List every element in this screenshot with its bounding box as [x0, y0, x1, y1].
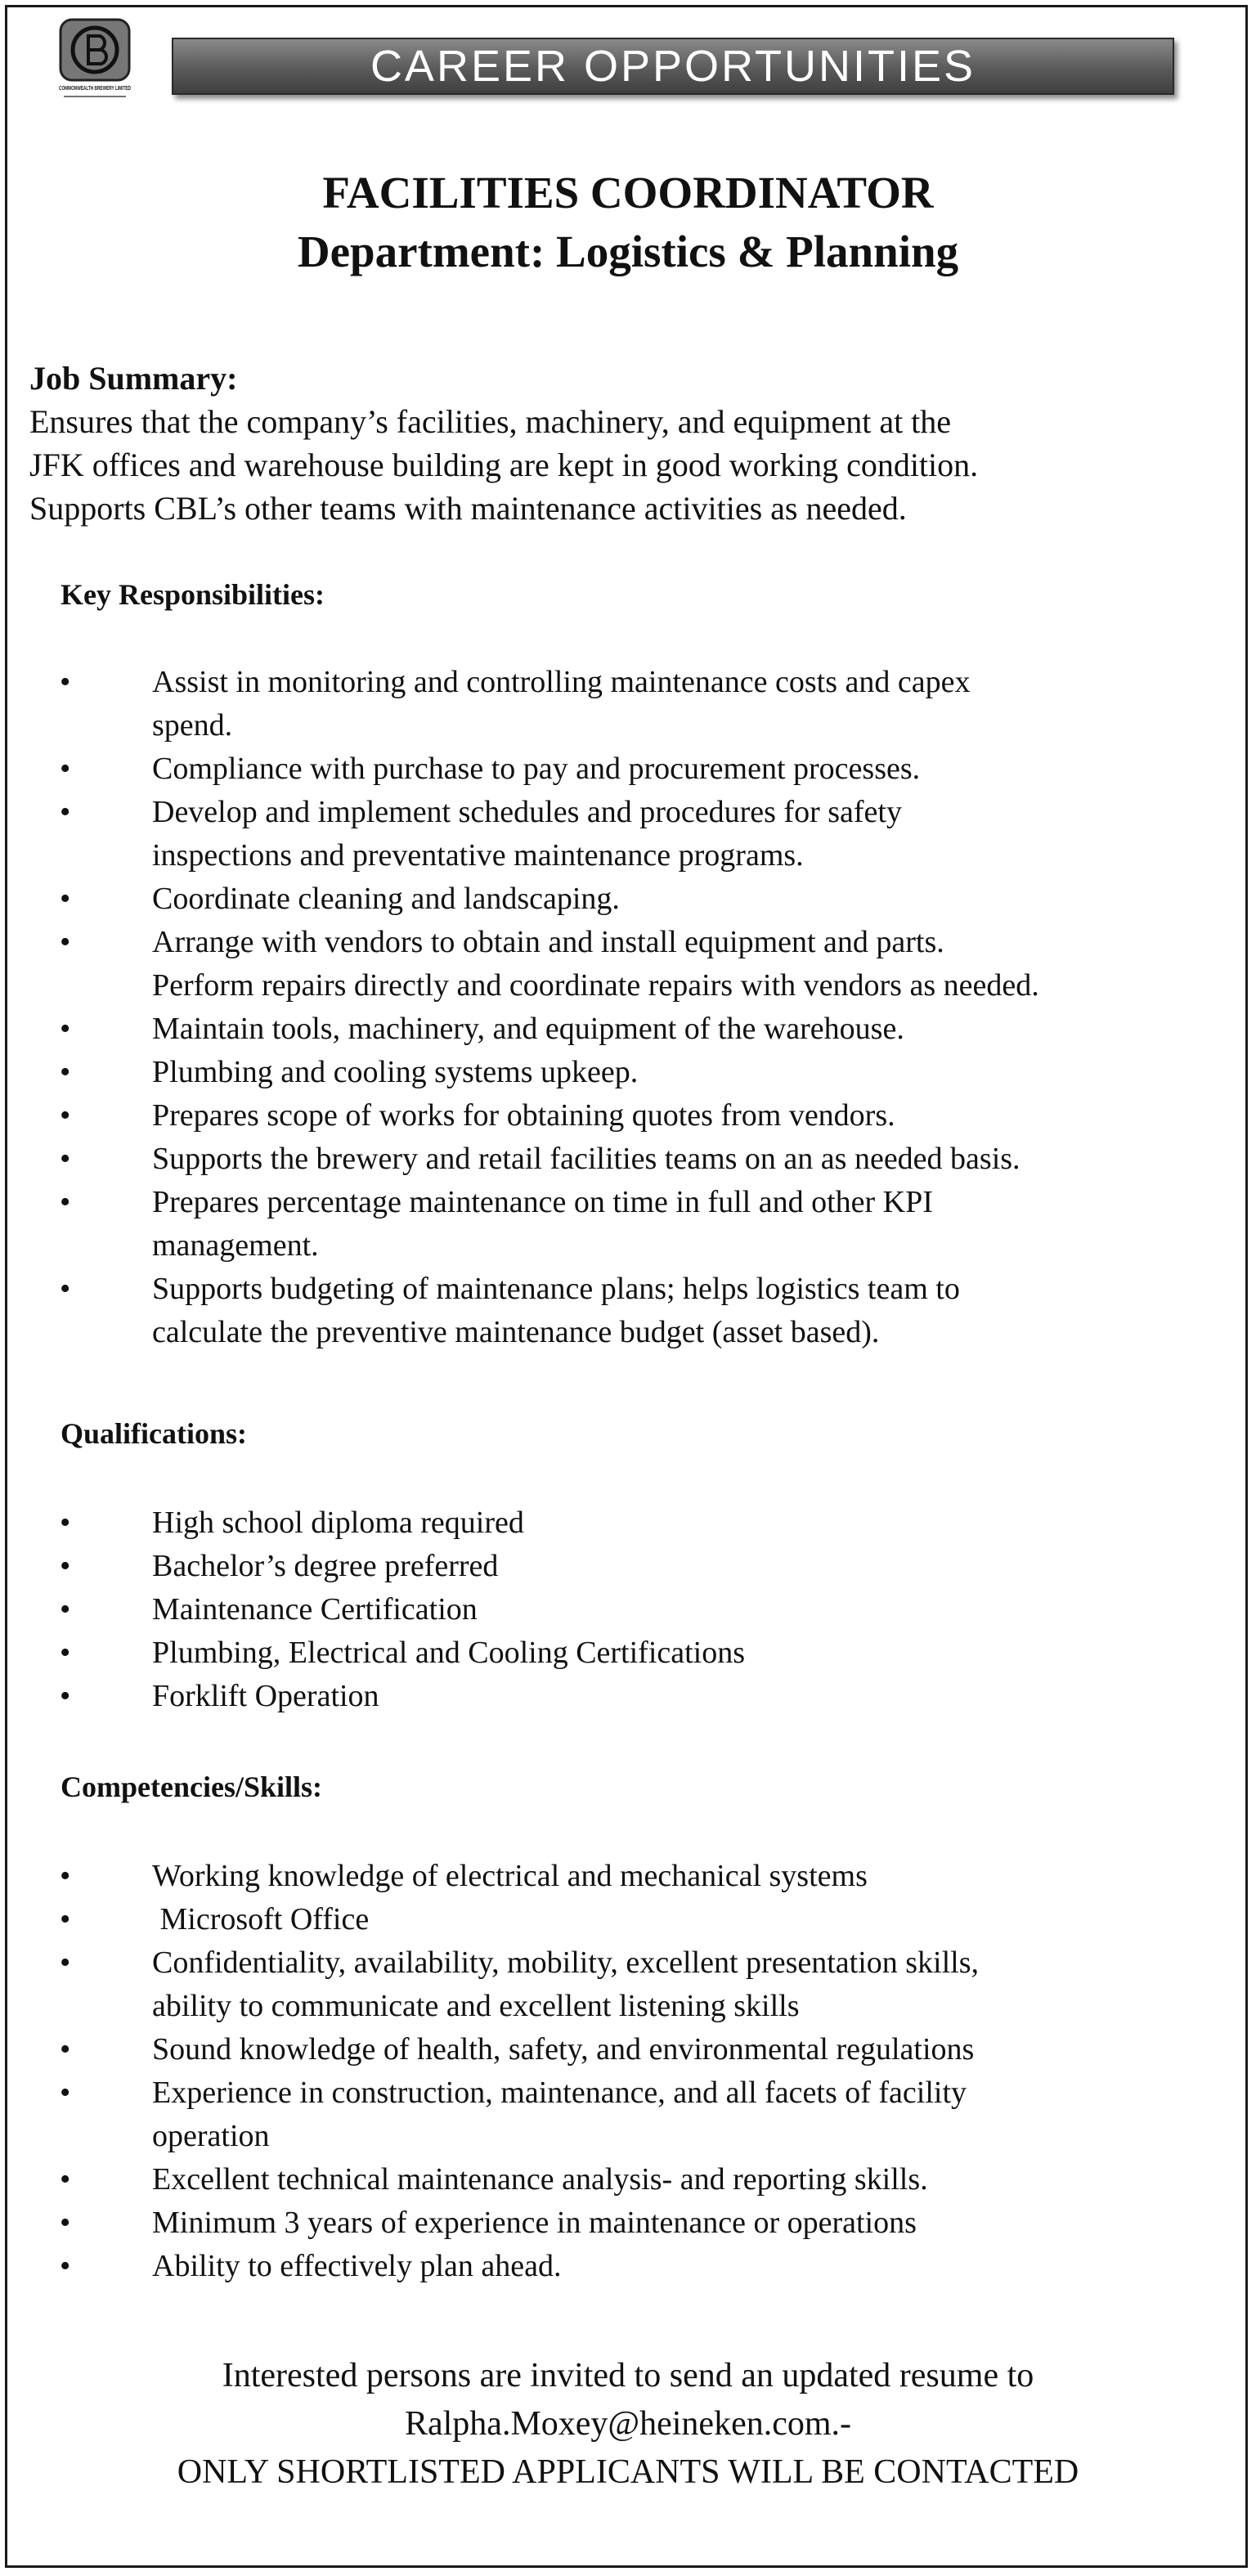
job-summary	[29, 357, 1231, 530]
list-item-text: Microsoft Office	[152, 1902, 370, 1936]
list-item	[0, 921, 1235, 1008]
list-item	[0, 1545, 1235, 1588]
list-item	[0, 1008, 1235, 1051]
bullet-icon: •	[60, 2076, 71, 2110]
skills-heading: Competencies/Skills:	[61, 1770, 322, 1803]
list-item-text: Excellent technical maintenance analysis- and reporting skills.	[152, 2162, 928, 2197]
bullet-icon: •	[60, 1902, 71, 1936]
list-item	[0, 747, 1235, 791]
list-item-text: ability to communicate and excellent listening skills	[152, 1989, 800, 2023]
application-footer	[0, 2352, 1256, 2497]
bullet-icon: •	[60, 1945, 71, 1980]
list-item-text: Minimum 3 years of experience in maintenance or operations	[152, 2206, 917, 2240]
list-item	[0, 1138, 1235, 1181]
list-item-text: Maintain tools, machinery, and equipment of the warehouse.	[152, 1012, 904, 1046]
list-item-text: Sound knowledge of health, safety, and environmental regulations	[152, 2032, 975, 2067]
bullet-icon: •	[60, 2032, 71, 2067]
list-item-text: Forklift Operation	[152, 1679, 379, 1713]
bullet-icon: •	[60, 665, 71, 699]
bullet-icon: •	[60, 2249, 71, 2283]
bullet-icon: •	[60, 1012, 71, 1046]
bullet-icon: •	[60, 1859, 71, 1893]
position-title: FACILITIES COORDINATOR	[322, 168, 934, 218]
bullet-icon: •	[60, 1098, 71, 1133]
list-item-text: Prepares scope of works for obtaining quotes from vendors.	[152, 1098, 895, 1133]
department-title: Department: Logistics & Planning	[297, 227, 959, 276]
list-item-text: Arrange with vendors to obtain and install equipment and parts.	[152, 925, 944, 959]
list-item-text: Prepares percentage maintenance on time in full and other KPI	[152, 1185, 933, 1219]
list-item-text: Develop and implement schedules and procedures for safety	[152, 795, 902, 829]
list-item-text: Experience in construction, maintenance, and all facets of facility	[152, 2076, 967, 2110]
bullet-icon: •	[60, 1506, 71, 1540]
bullet-icon: •	[60, 1679, 71, 1713]
bullet-icon: •	[60, 882, 71, 916]
responsibilities-heading: Key Responsibilities:	[61, 578, 325, 611]
qualifications-heading: Qualifications:	[61, 1417, 248, 1450]
list-item-text: Perform repairs directly and coordinate repairs with vendors as needed.	[152, 968, 1039, 1003]
list-item	[0, 1094, 1235, 1138]
bullet-icon: •	[60, 1272, 71, 1306]
bullet-icon: •	[60, 795, 71, 829]
list-item	[0, 791, 1235, 877]
job-summary-line: Supports CBL’s other teams with maintenance activities as needed.	[29, 490, 907, 527]
brewery-logo-icon	[56, 18, 134, 108]
qualifications-list	[0, 1501, 1235, 1718]
list-item-text: Supports budgeting of maintenance plans; helps logistics team to	[152, 1272, 960, 1306]
list-item-text: management.	[152, 1228, 319, 1263]
bullet-icon: •	[60, 752, 71, 786]
bullet-icon: •	[60, 925, 71, 959]
bullet-icon: •	[60, 1549, 71, 1583]
list-item-text: Coordinate cleaning and landscaping.	[152, 882, 620, 916]
list-item	[0, 661, 1235, 747]
list-item	[0, 2071, 1235, 2158]
list-item-text: Supports the brewery and retail facilities teams on an as needed basis.	[152, 1142, 1020, 1176]
logo-caption: COMMONWEALTH BREWERY LIMITED	[59, 84, 132, 92]
list-item-text: Assist in monitoring and controlling maintenance costs and capex	[152, 665, 971, 699]
list-item-text: Ability to effectively plan ahead.	[152, 2249, 562, 2283]
bullet-icon: •	[60, 1636, 71, 1670]
list-item-text: Bachelor’s degree preferred	[152, 1549, 499, 1583]
list-item-text: inspections and preventative maintenance programs.	[152, 838, 804, 873]
bullet-icon: •	[60, 1055, 71, 1089]
job-summary-line: JFK offices and warehouse building are kept in good working condition.	[29, 447, 979, 483]
list-item-text: Plumbing and cooling systems upkeep.	[152, 1055, 639, 1089]
list-item	[0, 2028, 1235, 2071]
list-item	[0, 1181, 1235, 1268]
list-item	[0, 1268, 1235, 1354]
skills-list	[0, 1855, 1235, 2288]
list-item	[0, 2158, 1235, 2201]
list-item-text: Working knowledge of electrical and mechanical systems	[152, 1859, 868, 1893]
responsibilities-list	[0, 661, 1235, 1354]
list-item	[0, 1051, 1235, 1094]
application-email: Ralpha.Moxey@heineken.com.-	[404, 2405, 852, 2443]
bullet-icon: •	[60, 2162, 71, 2197]
list-item-text: calculate the preventive maintenance budget (asset based).	[152, 1315, 880, 1349]
job-summary-heading: Job Summary:	[29, 360, 238, 397]
list-item	[0, 877, 1235, 921]
list-item	[0, 1855, 1235, 1898]
list-item	[0, 1588, 1235, 1631]
bullet-icon: •	[60, 1185, 71, 1219]
shortlist-notice: ONLY SHORTLISTED APPLICANTS WILL BE CONTACTED	[177, 2453, 1079, 2491]
list-item	[0, 1898, 1235, 1941]
list-item-text: Compliance with purchase to pay and procurement processes.	[152, 752, 921, 786]
title-block	[0, 164, 1256, 281]
list-item	[0, 1941, 1235, 2028]
application-instruction: Interested persons are invited to send an updated resume to	[222, 2357, 1034, 2394]
bullet-icon: •	[60, 2206, 71, 2240]
list-item-text: Confidentiality, availability, mobility, excellent presentation skills,	[152, 1945, 980, 1980]
list-item-text: Plumbing, Electrical and Cooling Certifications	[152, 1636, 746, 1670]
list-item-text: Maintenance Certification	[152, 1592, 478, 1627]
list-item-text: High school diploma required	[152, 1506, 524, 1540]
bullet-icon: •	[60, 1592, 71, 1627]
list-item	[0, 1501, 1235, 1545]
job-summary-line: Ensures that the company’s facilities, machinery, and equipment at the	[29, 403, 952, 440]
list-item-text: spend.	[152, 708, 233, 743]
list-item	[0, 2245, 1235, 2288]
list-item	[0, 1675, 1235, 1718]
bullet-icon: •	[60, 1142, 71, 1176]
list-item	[0, 1631, 1235, 1675]
list-item	[0, 2201, 1235, 2245]
list-item-text: operation	[152, 2119, 270, 2153]
career-banner: CAREER OPPORTUNITIES	[172, 38, 1174, 95]
